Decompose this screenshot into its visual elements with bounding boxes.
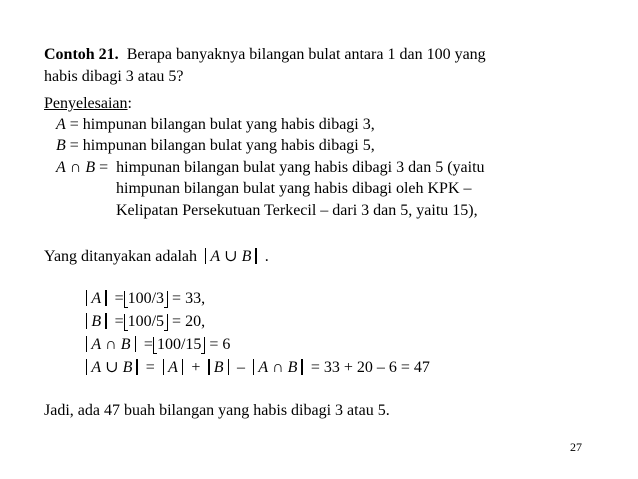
conclusion: Jadi, ada 47 buah bilangan yang habis dibagi 3 atau 5. — [44, 402, 390, 419]
solution-heading: Penyelesaian — [44, 95, 128, 112]
set-A-definition: A = himpunan bilangan bulat yang habis dibagi 3, — [56, 116, 375, 133]
calc-AB: A ∩ B = 100/15 = 6 — [82, 336, 230, 354]
question-line-2: habis dibagi 3 atau 5? — [44, 68, 184, 85]
floor-A: 100/3 — [124, 290, 168, 308]
intersection-definition-3: Kelipatan Persekutuan Terkecil – dari 3 dan 5, yaitu 15), — [116, 202, 478, 219]
page-number: 27 — [570, 440, 582, 454]
set-B-definition: B = himpunan bilangan bulat yang habis dibagi 5, — [56, 137, 375, 154]
example-label: Contoh 21. — [44, 46, 119, 63]
asked-line: Yang ditanyakan adalah A ∪ B . — [44, 248, 269, 265]
calc-union: A ∪ B = A + B – A ∩ B = 33 + 20 – 6 = 47 — [82, 359, 430, 377]
floor-B: 100/5 — [124, 313, 168, 331]
intersection-definition-2: himpunan bilangan bulat yang habis dibagi oleh KPK – — [116, 180, 472, 197]
calc-B: B = 100/5 = 20, — [82, 313, 205, 331]
solution-heading-line: Penyelesaian: — [44, 95, 132, 112]
calc-A: A = 100/3 = 33, — [82, 290, 205, 308]
example-line-1 — [44, 46, 486, 64]
question-line-1: Berapa banyaknya bilangan bulat antara 1 dan 100 yang — [126, 46, 486, 63]
intersection-definition: A ∩ B = himpunan bilangan bulat yang habis dibagi 3 dan 5 (yaitu — [56, 159, 485, 176]
floor-AB: 100/15 — [153, 336, 205, 354]
